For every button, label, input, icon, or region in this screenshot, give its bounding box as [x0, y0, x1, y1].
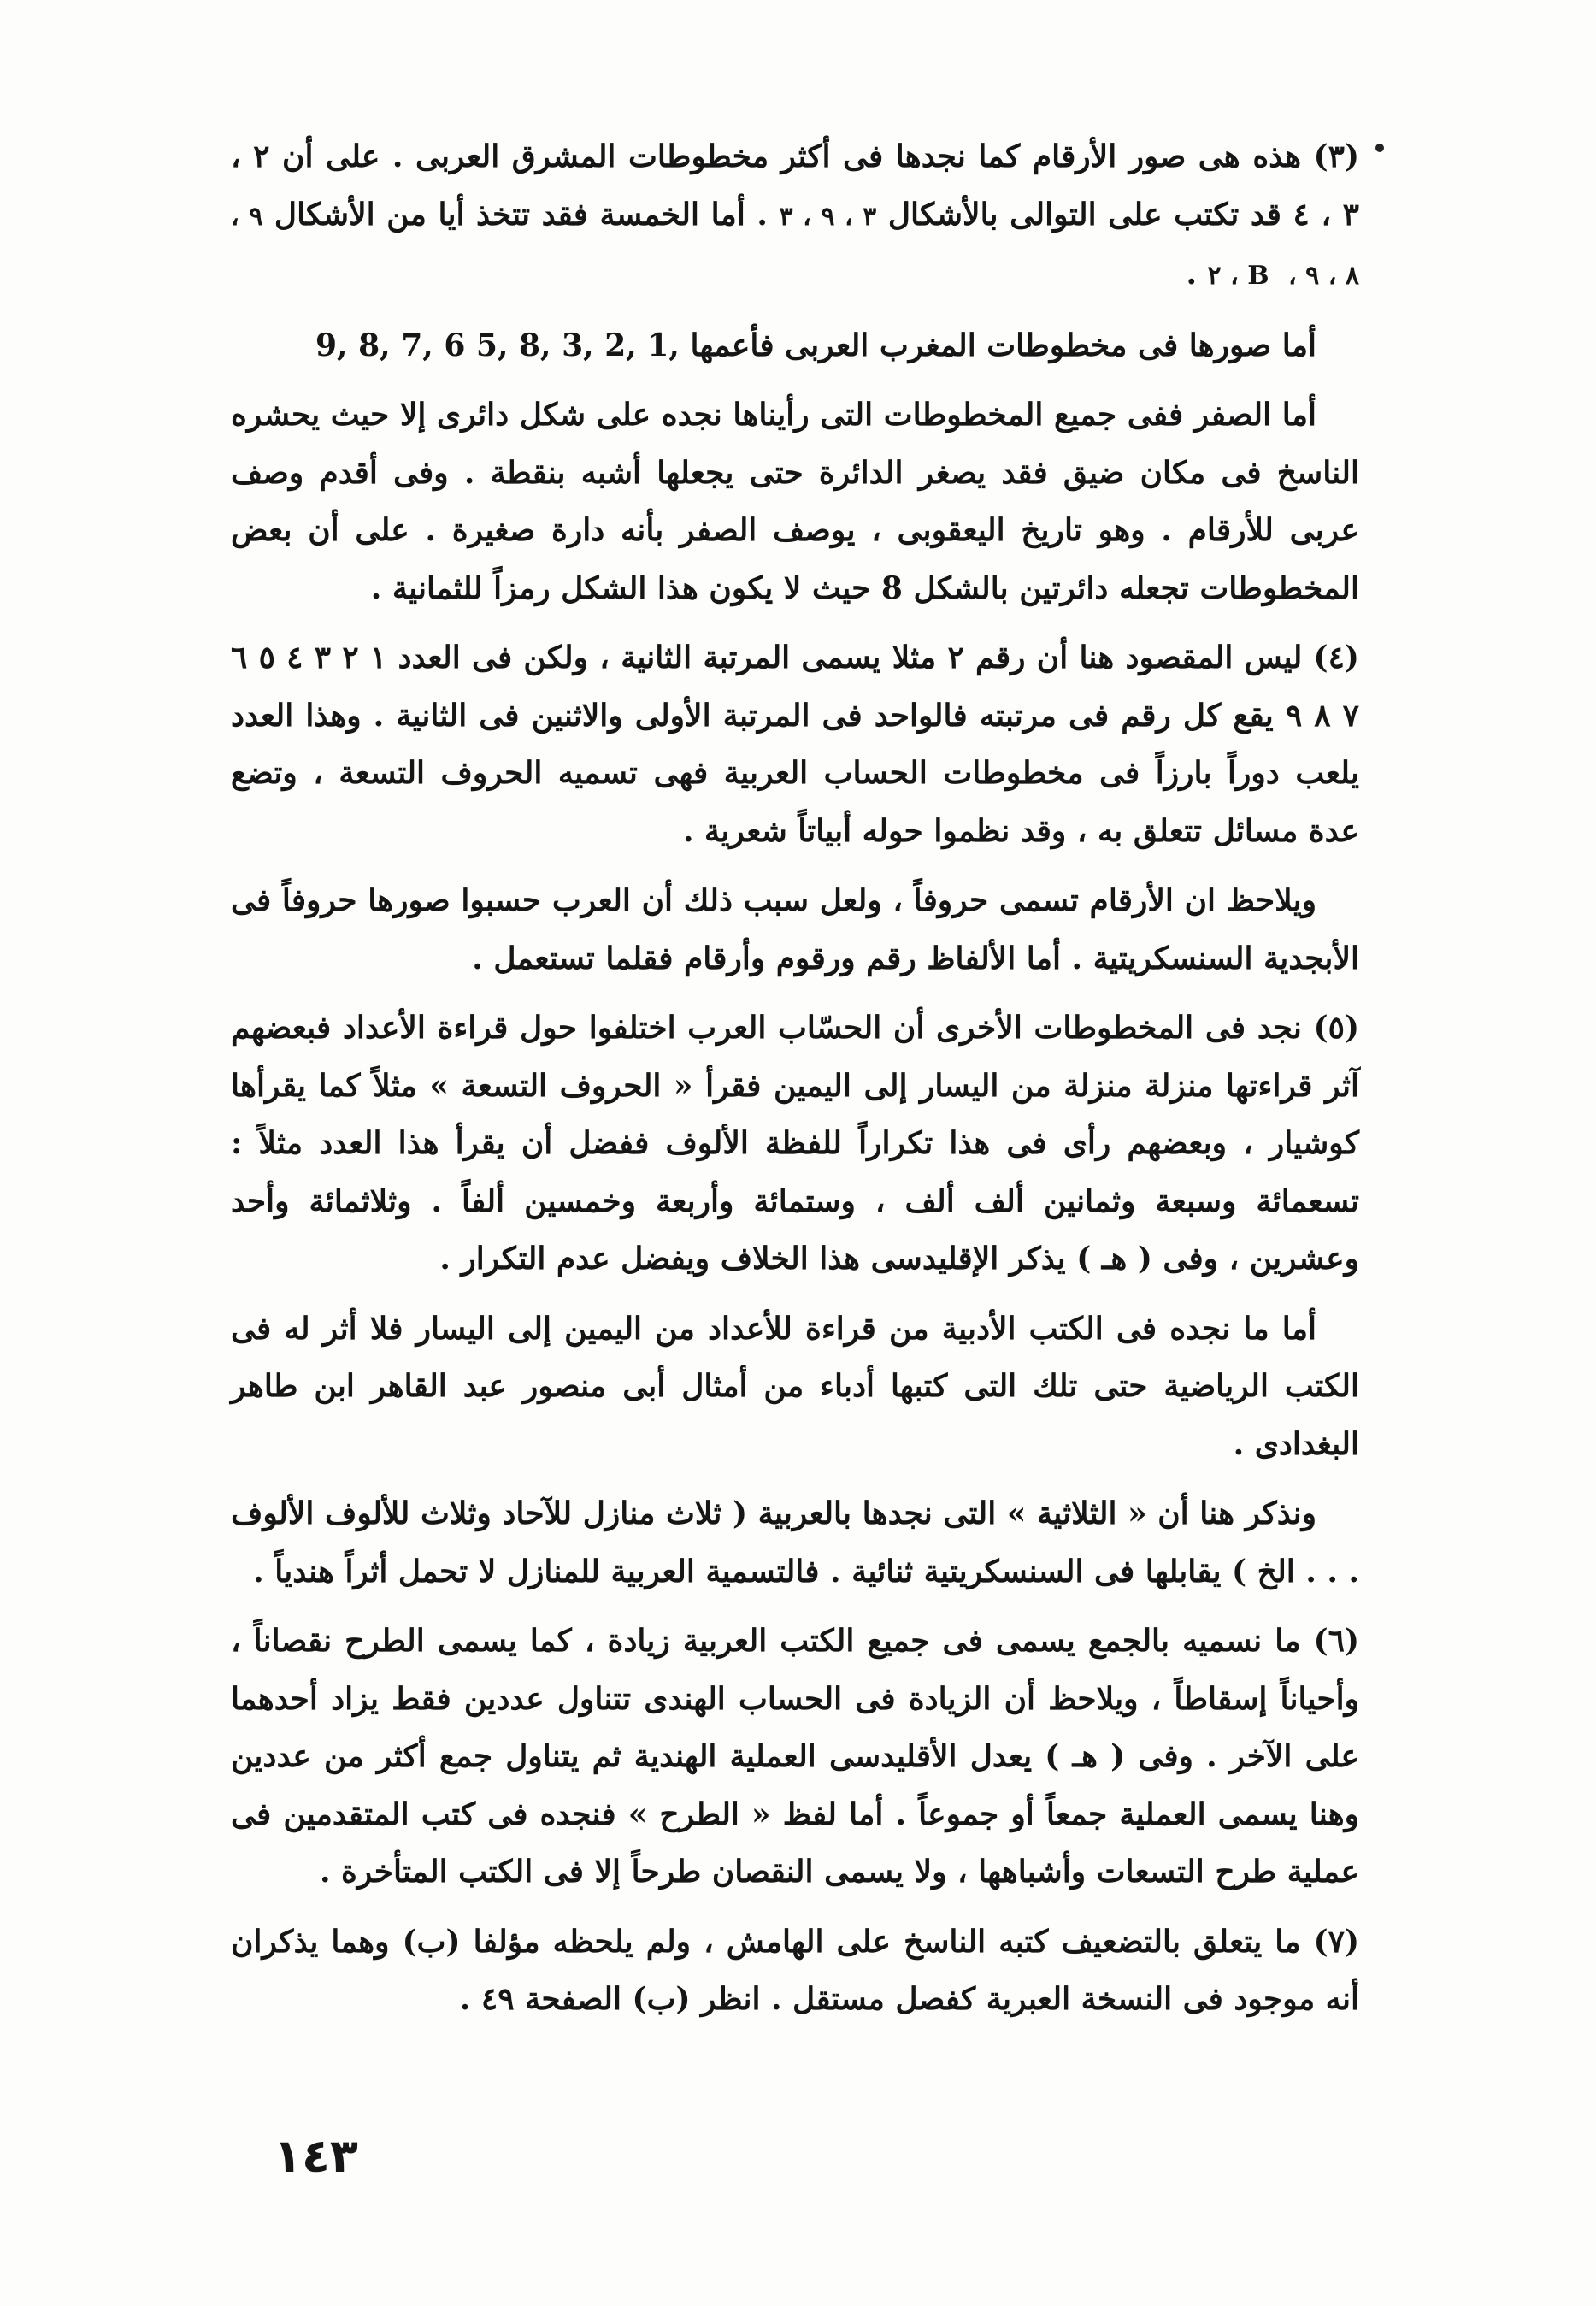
note-3-line-2: ٢ ، ٣ ، ٤ قد تكتب على التوالى بالأشكال: [231, 139, 1360, 233]
note-6-paragraph: (٦) ما نسميه بالجمع يسمى فى جميع الكتب العربية زيادة ، كما يسمى الطرح نقصاناً ، وأحياناً إسقاطاً ، ويلاحظ أن الزيادة فى الحساب الهندى تتناول عددين فقط يزاد أحدهما على الآخر . وفى ( هـ ) يعدل الأقليدسى العملية الهندية ثم يتناول جمع أكثر من عددين وهنا يسمى العملية جمعاً أو جموعاً . أما لفظ « الطرح » فنجده فى كتب المتقدمين فى عملية طرح التسعات وأشباهها ، ولا يسمى النقصان طرحاً إلا فى الكتب المتأخرة .: [231, 1623, 1360, 1890]
triad-paragraph: ونذكر هنا أن « الثلاثية » التى نجدها بالعربية ( ثلاث منازل للآحاد وثلاث للألوف الألوف . . . الخ ) يقابلها فى السنسكريتية ثنائية . فالتسمية العربية للمنازل لا تحمل أثراً هندياً .: [231, 1495, 1359, 1589]
margin-dot: [1375, 144, 1384, 152]
note-3-line-1: (٣) هذه هى صور الأرقام كما نجدها فى أكثر مخطوطات المشرق العربى . على أن: [282, 139, 1360, 174]
letters-paragraph: ويلاحظ ان الأرقام تسمى حروفاً ، ولعل سبب ذلك أن العرب حسبوا صورها حروفاً فى الأبجدية السنسكريتية . أما الألفاظ رقم ورقوم وأرقام فقلما تستعمل .: [231, 882, 1359, 976]
maghrib-digit-forms: 9, 8, 7, 6 5, 8, 3, 2, 1,: [315, 327, 680, 363]
note-3-numeral-forms-2-3-4: ٣ ، ٩ ، ٣: [779, 201, 877, 232]
note-3-numeral-forms-5: ٩ ، ٢ ، B ، ٨ ، ٩: [231, 201, 1359, 291]
note-3-line-3: الأشكال: [274, 196, 375, 233]
note-3-paragraph: [231, 128, 1359, 305]
note-3-line-3-end: .: [1186, 256, 1197, 292]
maghrib-numerals-paragraph: [231, 317, 1359, 375]
zero-paragraph: أما الصفر ففى جميع المخطوطات التى رأيناها نجده على شكل دائرى إلا حيث يحشره الناسخ فى مكان ضيق فقد يصغر الدائرة حتى يجعلها أشبه بنقطة . وفى أقدم وصف عربى للأرقام . وهو تاريخ اليعقوبى ، يوصف الصفر بأنه دارة صغيرة . على أن بعض المخطوطات تجعله دائرتين بالشكل 8 حيث لا يكون هذا الشكل رمزاً للثمانية .: [231, 397, 1359, 606]
literary-reading-paragraph: أما ما نجده فى الكتب الأدبية من قراءة للأعداد من اليمين إلى اليسار فلا أثر له فى الكتب الرياضية حتى تلك التى كتبها أدباء من أمثال أبى منصور عبد القاهر ابن طاهر البغدادى .: [231, 1310, 1359, 1462]
page-number: ١٤٣: [274, 2129, 358, 2183]
note-5-paragraph: (٥) نجد فى المخطوطات الأخرى أن الحسّاب العرب اختلفوا حول قراءة الأعداد فبعضهم آثر قراءتها منزلة منزلة من اليسار إلى اليمين فقرأ « الحروف التسعة » مثلاً كما يقرأها كوشيار ، وبعضهم رأى فى هذا تكراراً للفظة الألوف ففضل أن يقرأ هذا العدد مثلاً : تسعمائة وسبعة وثمانين ألف ألف ، وستمائة وأربعة وخمسين ألفاً . وثلاثمائة وأحد وعشرين ، وفى ( هـ ) يذكر الإقليدسى هذا الخلاف ويفضل عدم التكرار .: [231, 1010, 1359, 1277]
notes-text-block: [231, 128, 1359, 2041]
note-4-paragraph: (٤) ليس المقصود هنا أن رقم ٢ مثلا يسمى المرتبة الثانية ، ولكن فى العدد ١ ٢ ٣ ٤ ٥ ٦ ٧ ٨ ٩ يقع كل رقم فى مرتبته فالواحد فى المرتبة الأولى والاثنين فى الثانية . وهذا العدد يلعب دوراً بارزاً فى مخطوطات الحساب العربية فهى تسميه الحروف التسعة ، وتضع عدة مسائل تتعلق به ، وقد نظموا حوله أبياتاً شعرية .: [231, 640, 1359, 849]
maghrib-intro-text: أما صورها فى مخطوطات المغرب العربى فأعمها: [690, 327, 1316, 363]
note-7-paragraph: (٧) ما يتعلق بالتضعيف كتبه الناسخ على الهامش ، ولم يلحظه مؤلفا (ب) وهما يذكران أنه موجود فى النسخة العبرية كفصل مستقل . انظر (ب) الصفحة ٤٩ .: [231, 1923, 1359, 2017]
note-3-line-2-end: . أما الخمسة فقد تتخذ أيا من: [386, 196, 768, 233]
